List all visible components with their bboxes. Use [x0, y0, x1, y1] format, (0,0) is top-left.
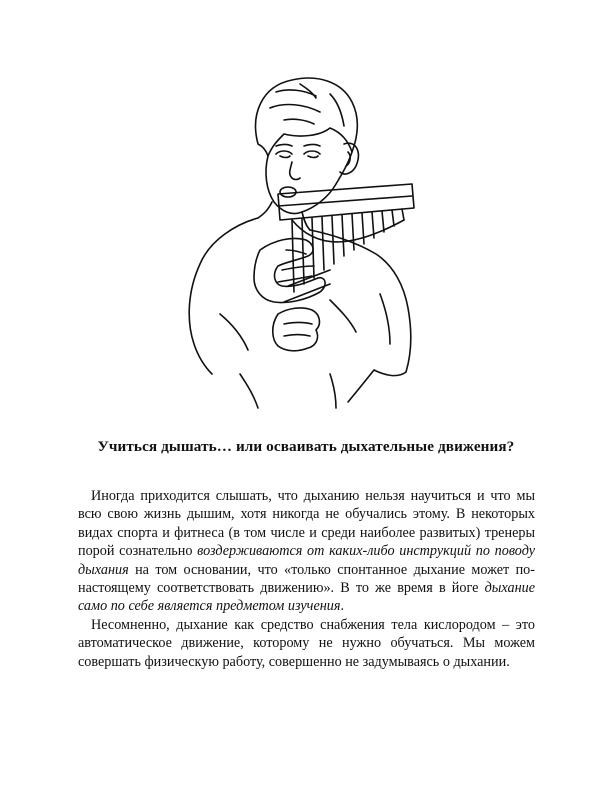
hair-strands	[270, 84, 344, 126]
text-run: Иногда приходится слышать, что дыханию нельзя научиться и что мы всю свою жизнь дышим, хотя никогда не обучались этому. В некоторых видах спорта и фитнеса (в том числе и среди наиболее развитых) тренеры порой сознательно	[78, 488, 535, 560]
text-run: .	[340, 598, 345, 615]
paragraph	[78, 487, 535, 616]
boy-playing-pan-flute-illustration	[180, 74, 430, 409]
body-text	[78, 487, 535, 671]
italic-text: воздерживаются от каких-либо инструкций по поводу дыхания	[78, 543, 536, 578]
shirt-folds	[220, 294, 390, 408]
right-hand	[273, 308, 320, 351]
paragraph	[78, 616, 535, 671]
eye-left	[276, 151, 292, 158]
nose	[290, 162, 300, 180]
italic-text: дыхание само по себе является предметом изучения	[78, 580, 535, 615]
pan-flute-top	[278, 184, 414, 220]
shirt-outline	[189, 218, 411, 402]
section-heading: Учиться дышать… или осваивать дыхательные движения?	[97, 438, 515, 455]
mouth	[280, 187, 296, 197]
eye-right	[304, 151, 320, 158]
text-run: Несомненно, дыхание как средство снабжения тела кислородом – это автоматическое движение, которому не нужно обучаться. Мы можем совершать физическую работу, совершенно не задумываясь о дыхании.	[78, 616, 535, 670]
text-run: на том основании, что «только спонтанное дыхание может по-настоящему соответствовать движению». В то же время в йоге	[78, 561, 535, 597]
pan-flute-pipes	[292, 209, 404, 292]
